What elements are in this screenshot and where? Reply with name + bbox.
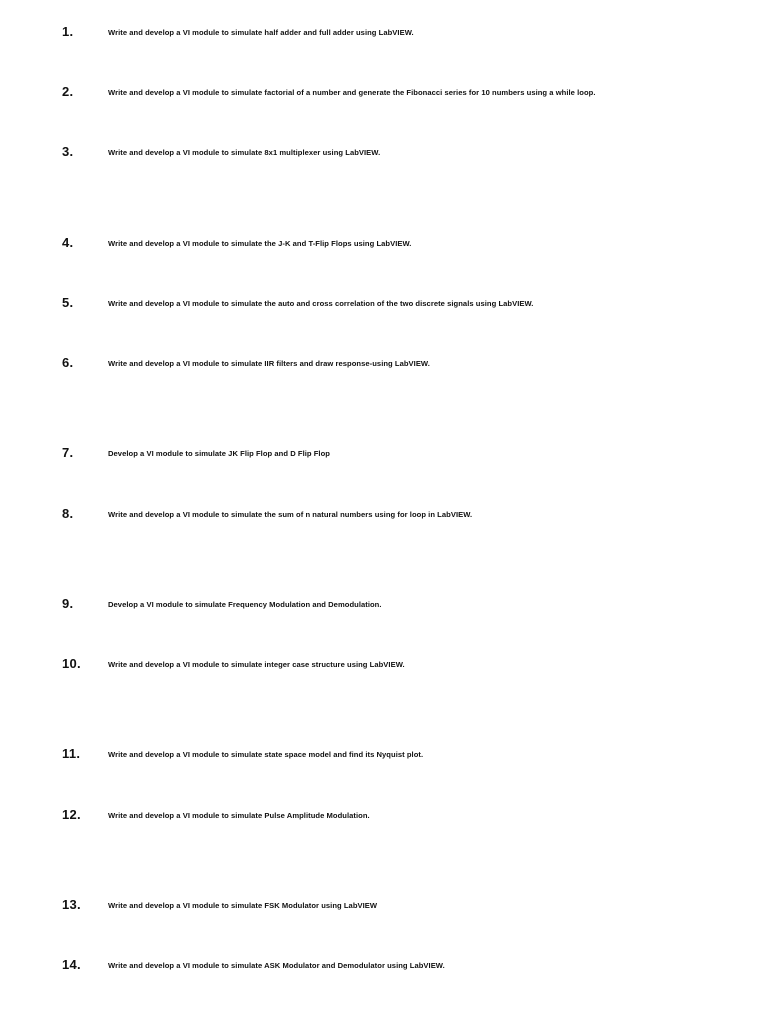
item-number: 13. bbox=[62, 897, 81, 912]
item-number: 11. bbox=[62, 746, 81, 761]
list-item bbox=[0, 445, 768, 469]
list-item bbox=[0, 295, 768, 319]
list-item bbox=[0, 807, 768, 831]
list-item bbox=[0, 596, 768, 620]
list-item bbox=[0, 144, 768, 168]
list-item bbox=[0, 897, 768, 921]
item-number: 5. bbox=[62, 295, 74, 310]
item-text: Develop a VI module to simulate Frequency Modulation and Demodulation. bbox=[108, 600, 382, 609]
list-item bbox=[0, 746, 768, 770]
item-text: Write and develop a VI module to simulate the sum of n natural numbers using for loop in LabVIEW. bbox=[108, 510, 473, 519]
list-item bbox=[0, 355, 768, 379]
item-number: 14. bbox=[62, 957, 81, 972]
item-text: Write and develop a VI module to simulate FSK Modulator using LabVIEW bbox=[108, 901, 378, 910]
list-item bbox=[0, 957, 768, 981]
list-item bbox=[0, 84, 768, 108]
item-text: Write and develop a VI module to simulate Pulse Amplitude Modulation. bbox=[108, 811, 370, 820]
item-number: 9. bbox=[62, 596, 74, 611]
item-number: 10. bbox=[62, 656, 81, 671]
item-number: 4. bbox=[62, 235, 74, 250]
item-text: Write and develop a VI module to simulate factorial of a number and generate the Fibonacci series for 10 numbers using a while loop. bbox=[108, 88, 596, 97]
item-number: 12. bbox=[62, 807, 81, 822]
list-item bbox=[0, 506, 768, 530]
item-text: Write and develop a VI module to simulate state space model and find its Nyquist plot. bbox=[108, 750, 424, 759]
item-number: 3. bbox=[62, 144, 74, 159]
item-text: Write and develop a VI module to simulate integer case structure using LabVIEW. bbox=[108, 660, 405, 669]
list-item bbox=[0, 656, 768, 680]
item-text: Write and develop a VI module to simulate 8x1 multiplexer using LabVIEW. bbox=[108, 148, 381, 157]
item-number: 2. bbox=[62, 84, 74, 99]
item-text: Write and develop a VI module to simulate IIR filters and draw response-using LabVIEW. bbox=[108, 359, 430, 368]
item-text: Write and develop a VI module to simulate the auto and cross correlation of the two discrete signals using LabVIEW. bbox=[108, 299, 534, 308]
item-text: Write and develop a VI module to simulate half adder and full adder using LabVIEW. bbox=[108, 28, 414, 37]
list-item bbox=[0, 235, 768, 259]
item-text: Write and develop a VI module to simulate the J-K and T-Flip Flops using LabVIEW. bbox=[108, 239, 412, 248]
list-item bbox=[0, 24, 768, 48]
item-number: 6. bbox=[62, 355, 74, 370]
item-number: 7. bbox=[62, 445, 74, 460]
item-text: Develop a VI module to simulate JK Flip Flop and D Flip Flop bbox=[108, 449, 330, 458]
item-number: 1. bbox=[62, 24, 74, 39]
item-text: Write and develop a VI module to simulate ASK Modulator and Demodulator using LabVIEW. bbox=[108, 961, 445, 970]
item-number: 8. bbox=[62, 506, 74, 521]
